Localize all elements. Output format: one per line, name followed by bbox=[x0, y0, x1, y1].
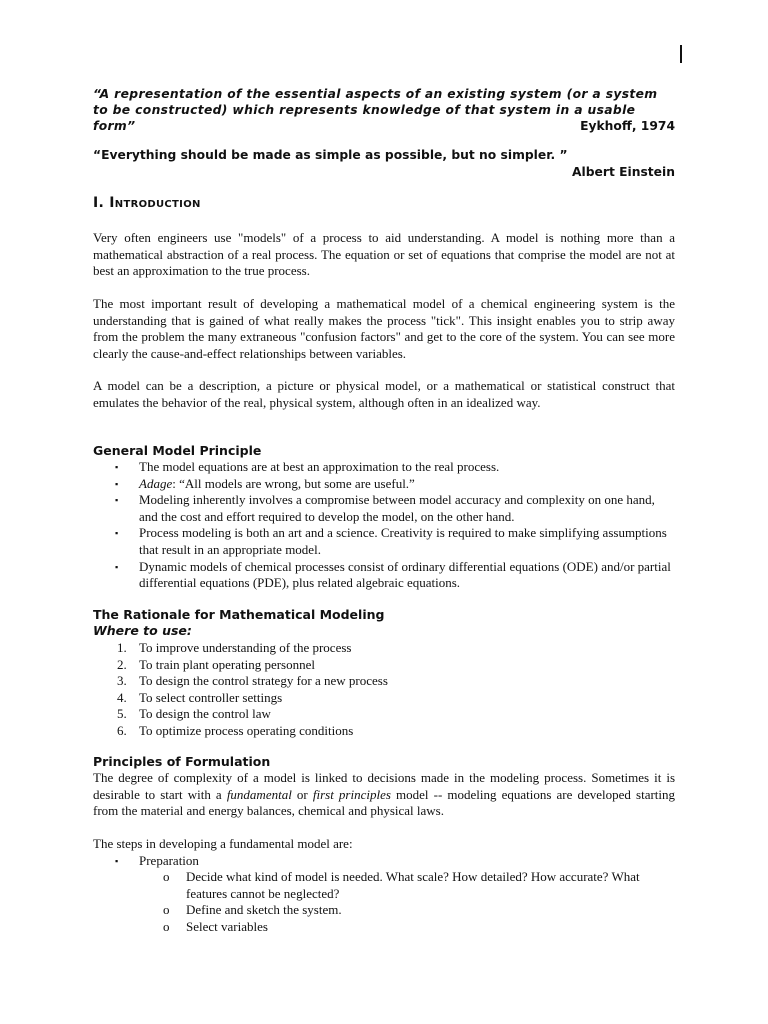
steps-intro: The steps in developing a fundamental model are: bbox=[93, 836, 353, 851]
list-item: 3. To design the control strategy for a new process bbox=[117, 673, 388, 689]
heading-principles-of-formulation: Principles of Formulation bbox=[93, 754, 271, 769]
adage-label: Adage bbox=[139, 475, 173, 491]
section-heading-introduction: I. Introduction bbox=[93, 195, 201, 211]
list-item: o Select variables bbox=[163, 918, 268, 934]
rationale-numbered-list bbox=[93, 640, 675, 740]
bullet-icon: ▪ bbox=[115, 462, 119, 472]
list-item: o Define and sketch the system. bbox=[163, 902, 342, 918]
intro-paragraph-3: A model can be a description, a picture or physical model, or a mathematical or statistical construct that emulates the behavior of the real, physical system, although often in an idealized way. bbox=[93, 378, 675, 410]
bullet-icon: ▪ bbox=[115, 478, 119, 489]
list-item: o Decide what kind of model is needed. What scale? How detailed? How accurate? What features cannot be neglected? bbox=[163, 869, 640, 901]
circle-bullet-icon: o bbox=[163, 869, 170, 884]
list-item: 4. To select controller settings bbox=[117, 689, 283, 705]
eykhoff-attribution: Eykhoff, 1974 bbox=[580, 119, 675, 133]
formulation-paragraph: The degree of complexity of a model is linked to decisions made in the modeling process. Sometimes it is desirable to start with a fundamental or first principles model -- modeling equations are developed starting from the material and energy balances, chemical and physical laws. bbox=[93, 770, 676, 819]
bullet-icon: ▪ bbox=[115, 528, 119, 539]
circle-bullet-icon: o bbox=[163, 918, 170, 934]
subheading-where-to-use: Where to use: bbox=[93, 623, 192, 638]
intro-paragraph-1: Very often engineers use "models" of a process to aid understanding. A model is nothing more than a mathematical abstraction of a real process. The equation or set of equations that comprise the model are not at best an approximation to the true process. bbox=[93, 230, 675, 279]
preparation-sub-list bbox=[93, 869, 675, 935]
list-item: ▪ Modeling inherently involves a compromise between model accuracy and complexity on one hand, and the cost and effort required to develop the model, on the other hand. bbox=[115, 492, 655, 524]
principle-bullet-list bbox=[93, 459, 675, 592]
list-item: ▪ Process modeling is both an art and a science. Creativity is required to make simplifying assumptions that result in an appropriate model. bbox=[115, 525, 667, 557]
list-item: 1. To improve understanding of the process bbox=[117, 640, 352, 655]
intro-paragraph-2: The most important result of developing a mathematical model of a chemical engineering system is the understanding that is gained of what really makes the process "tick". This insight enables you to strip away from the problem the many extraneous "confusion factors" and get to the core of the system. You can see more clearly the cause-and-effect relationships between variables. bbox=[93, 296, 675, 361]
bullet-icon: ▪ bbox=[115, 495, 119, 506]
list-item: 5. To design the control law bbox=[117, 706, 271, 722]
list-item: 2. To train plant operating personnel bbox=[117, 656, 315, 672]
heading-rationale: The Rationale for Mathematical Modeling bbox=[93, 607, 385, 622]
eykhoff-quote: “A representation of the essential aspects of an existing system (or a system to be constructed) which represents knowledge of that system in a usable form” bbox=[93, 87, 658, 133]
steps-bullet-list bbox=[93, 853, 675, 870]
text-cursor-mark bbox=[680, 45, 682, 63]
list-item: ▪ Preparation bbox=[115, 853, 199, 868]
list-item: 6. To optimize process operating conditions bbox=[117, 722, 354, 738]
einstein-quote: “Everything should be made as simple as possible, but no simpler. ” bbox=[93, 148, 568, 162]
heading-general-model-principle: General Model Principle bbox=[93, 443, 262, 458]
circle-bullet-icon: o bbox=[163, 902, 170, 918]
bullet-icon: ▪ bbox=[115, 856, 119, 866]
bullet-icon: ▪ bbox=[115, 561, 119, 572]
list-item: ▪ Adage: “All models are wrong, but some are useful.” bbox=[115, 475, 415, 491]
einstein-attribution: Albert Einstein bbox=[572, 165, 675, 179]
list-item: ▪ The model equations are at best an approximation to the real process. bbox=[115, 459, 500, 474]
list-item: ▪ Dynamic models of chemical processes consist of ordinary differential equations (ODE) and/or partial differential equations (PDE), plus related algebraic equations. bbox=[115, 558, 671, 591]
